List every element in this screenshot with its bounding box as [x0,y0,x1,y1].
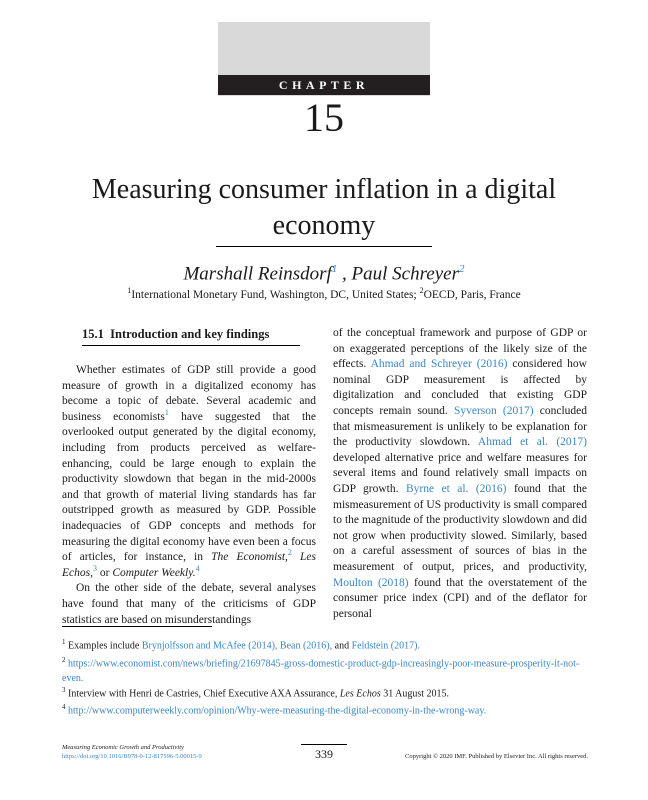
footnote-1: $^1$ Examples include Brynjolfsson and McAfee (2014), Bean (2016), and Feldstein (2017). [62,638,420,652]
publication-the-economist: The Economist, [211,551,288,564]
citation-moulton-2018[interactable]: Moulton (2018) [333,576,409,589]
chapter-label: CHAPTER [218,75,430,95]
chapter-title [40,172,608,244]
chapter-number: 15 [304,95,344,140]
section-rule [82,345,300,346]
section-heading [82,326,316,342]
affiliation-1-marker: 1 [127,286,132,295]
paragraph-continued: of the conceptual framework and purpose of GDP or on exaggerated perceptions of the likely size of the effects. Ahmad and Schreyer (2016) considered how nominal GDP measurement is affected by digitalization and concluded that existing GDP concepts remain sound. Syverson (2017) concluded that mismeasurement is unlikely to be explanation for the productivity slowdown. Ahmad et al. (2017) developed alternative price and welfare measures for several items and found relatively small impacts on GDP growth. Byrne et al. (2016) found that the mismeasurement of US productivity is small compared to the magnitude of the productivity slowdown and did not grow when productivity slowed. Similarly, based on a careful assessment of sources of bias in the measurement of output, prices, and productivity, Moulton (2018) found that the overstatement of the consumer price index (CPI) and of the deflator for personal [333,327,588,620]
author-2-affiliation-ref[interactable]: 2 [459,263,465,275]
page-number: 339 [315,747,333,761]
citation-ahmad-2017[interactable]: Ahmad et al. (2017) [477,436,587,449]
footnote-rule [62,626,212,627]
computerweekly-link[interactable]: http://www.computerweekly.com/opinion/Why-were-measuring-the-digital-economy-in-the-wrong-way. [68,705,487,717]
affiliation-1: International Monetary Fund, Washington, DC, United States; [131,288,420,301]
paragraph-2: On the other side of the debate, several analyses have found that many of the criticisms of GDP statistics are based on misunderstandings [62,582,316,626]
citation-brynjolfsson-mcafee-2014[interactable]: Brynjolfsson and McAfee (2014), [141,640,278,652]
citation-feldstein-2017[interactable]: Feldstein (2017). [351,640,420,652]
footnote-ref-1[interactable]: 1 [164,407,169,417]
citation-bean-2016[interactable]: Bean (2016), [279,640,333,652]
doi-link[interactable]: https://doi.org/10.1016/B978-0-12-817596-5.00015-9 [62,753,202,760]
footnote-3: $^3$ Interview with Henri de Castries, Chief Executive AXA Assurance, Les Echos 31 August 2015. [62,686,450,700]
section-title: Introduction and key findings [110,327,270,341]
footnote-2: $^2$ https://www.economist.com/news/briefing/21697845-gross-domestic-product-gdp-increasingly-poor-measure-prosperity-it-not-even. [62,656,580,684]
citation-byrne-2016[interactable]: Byrne et al. (2016) [405,482,507,495]
footer-source [62,743,302,761]
footnote-ref-4[interactable]: 4 [195,563,200,573]
copyright-notice: Copyright © 2020 IMF. Published by Elsevier Inc. All rights reserved. [405,753,588,760]
author-separator: , [337,263,352,285]
footnote-4: $^4$ http://www.computerweekly.com/opinion/Why-were-measuring-the-digital-economy-in-the-wrong-way. [62,703,487,717]
journal-name: Measuring Economic Growth and Productivity [62,744,184,751]
footnote-ref-2[interactable]: 2 [287,548,292,558]
title-line-2: economy [272,210,376,241]
right-column [333,326,587,622]
left-column [62,326,316,628]
economist-link[interactable]: https://www.economist.com/news/briefing/21697845-gross-domestic-product-gdp-increasingly-poor-measure-prosperity-it-not-even. [62,658,580,684]
citation-syverson-2017[interactable]: Syverson (2017) [453,404,534,417]
affiliation-2: OECD, Paris, France [423,288,521,301]
citation-ahmad-schreyer-2016[interactable]: Ahmad and Schreyer (2016) [370,358,508,371]
paragraph-1: Whether estimates of GDP still provide a good measure of growth in a digitalized economy has become a topic of debate. Several academic and business economists$^1$ have suggested that the overlooked output generated by the digital economy, including from products perceived as welfare-enhancing, could be large enough to explain the productivity slowdown that began in the mid-2000s and that growth of material living standards has far outstripped growth as measured by GDP. Possible inadequacies of GDP concepts and methods for measuring the digital economy have even been a focus of articles, for instance, in The Economist,$^2$ Les Echos,$^3$ or Computer Weekly.$^4$ [62,364,316,579]
author-1[interactable]: Marshall Reinsdorf [183,263,332,285]
footnote-ref-3[interactable]: 3 [92,563,97,573]
title-line-1: Measuring consumer inflation in a digital [91,174,557,205]
author-1-affiliation-ref[interactable]: 1 [331,263,338,275]
section-number: 15.1 [82,327,104,341]
author-2[interactable]: Paul Schreyer [351,263,459,285]
publication-computer-weekly: Computer Weekly. [112,566,196,579]
affiliations [40,283,608,303]
title-rule [216,246,432,247]
affiliation-2-marker: 2 [419,286,424,295]
page-number-rule [301,744,347,745]
publication-les-echos: Les Echos, [62,551,316,579]
